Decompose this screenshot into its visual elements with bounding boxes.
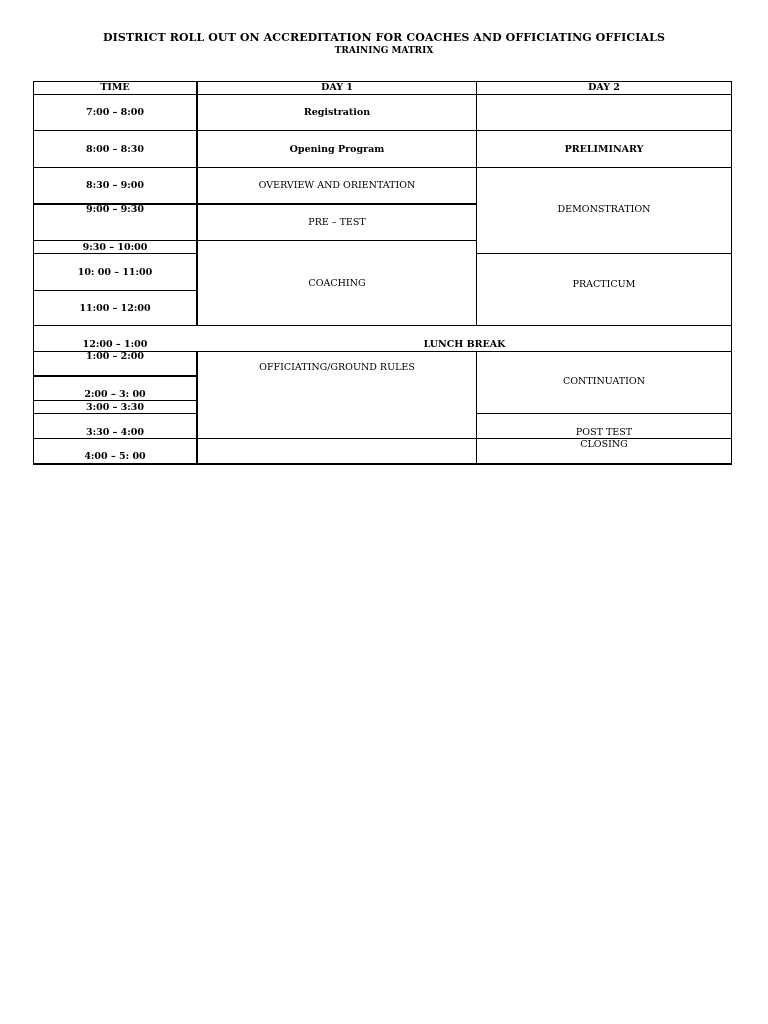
header-day1: DAY 1 bbox=[321, 82, 353, 93]
time-slot: 11:00 – 12:00 bbox=[79, 302, 151, 314]
table-right-border bbox=[731, 81, 732, 464]
document-subtitle: TRAINING MATRIX bbox=[334, 46, 434, 56]
day2-practicum: PRACTICUM bbox=[572, 278, 636, 290]
header-day2: DAY 2 bbox=[588, 82, 620, 93]
time-slot: 12:00 – 1:00 bbox=[82, 339, 148, 350]
day2-post-test: POST TEST bbox=[575, 427, 633, 438]
time-slot: 4:00 – 5: 00 bbox=[84, 451, 146, 462]
time-slot: 9:30 – 10:00 bbox=[82, 241, 148, 253]
day2-preliminary: PRELIMINARY bbox=[564, 143, 644, 155]
time-slot: 8:00 – 8:30 bbox=[85, 143, 145, 155]
day1-officiating: OFFICIATING/GROUND RULES bbox=[259, 362, 415, 373]
day1-opening-program: Opening Program bbox=[289, 143, 385, 155]
time-slot: 3:00 – 3:30 bbox=[85, 401, 145, 413]
time-slot: 10: 00 – 11:00 bbox=[77, 266, 153, 278]
time-slot: 3:30 – 4:00 bbox=[85, 427, 145, 438]
document-title: DISTRICT ROLL OUT ON ACCREDITATION FOR COACHES AND OFFICIATING OFFICIALS bbox=[102, 31, 666, 44]
time-slot: 1:00 – 2:00 bbox=[85, 351, 145, 362]
time-slot: 9:00 – 9:30 bbox=[85, 204, 145, 215]
day2-demonstration: DEMONSTRATION bbox=[557, 204, 651, 215]
lunch-break: LUNCH BREAK bbox=[423, 339, 506, 350]
day2-closing: CLOSING bbox=[580, 439, 628, 450]
header-time: TIME bbox=[100, 82, 130, 93]
time-slot: 2:00 – 3: 00 bbox=[84, 389, 146, 400]
day1-coaching: COACHING bbox=[308, 277, 366, 289]
time-slot: 8:30 – 9:00 bbox=[85, 180, 145, 191]
day1-pre-test: PRE – TEST bbox=[308, 217, 366, 228]
table-bottom-border bbox=[33, 463, 732, 465]
time-slot: 7:00 – 8:00 bbox=[85, 107, 145, 118]
day1-registration: Registration bbox=[303, 107, 371, 118]
day2-continuation: CONTINUATION bbox=[562, 375, 646, 387]
day1-overview: OVERVIEW AND ORIENTATION bbox=[258, 180, 416, 191]
